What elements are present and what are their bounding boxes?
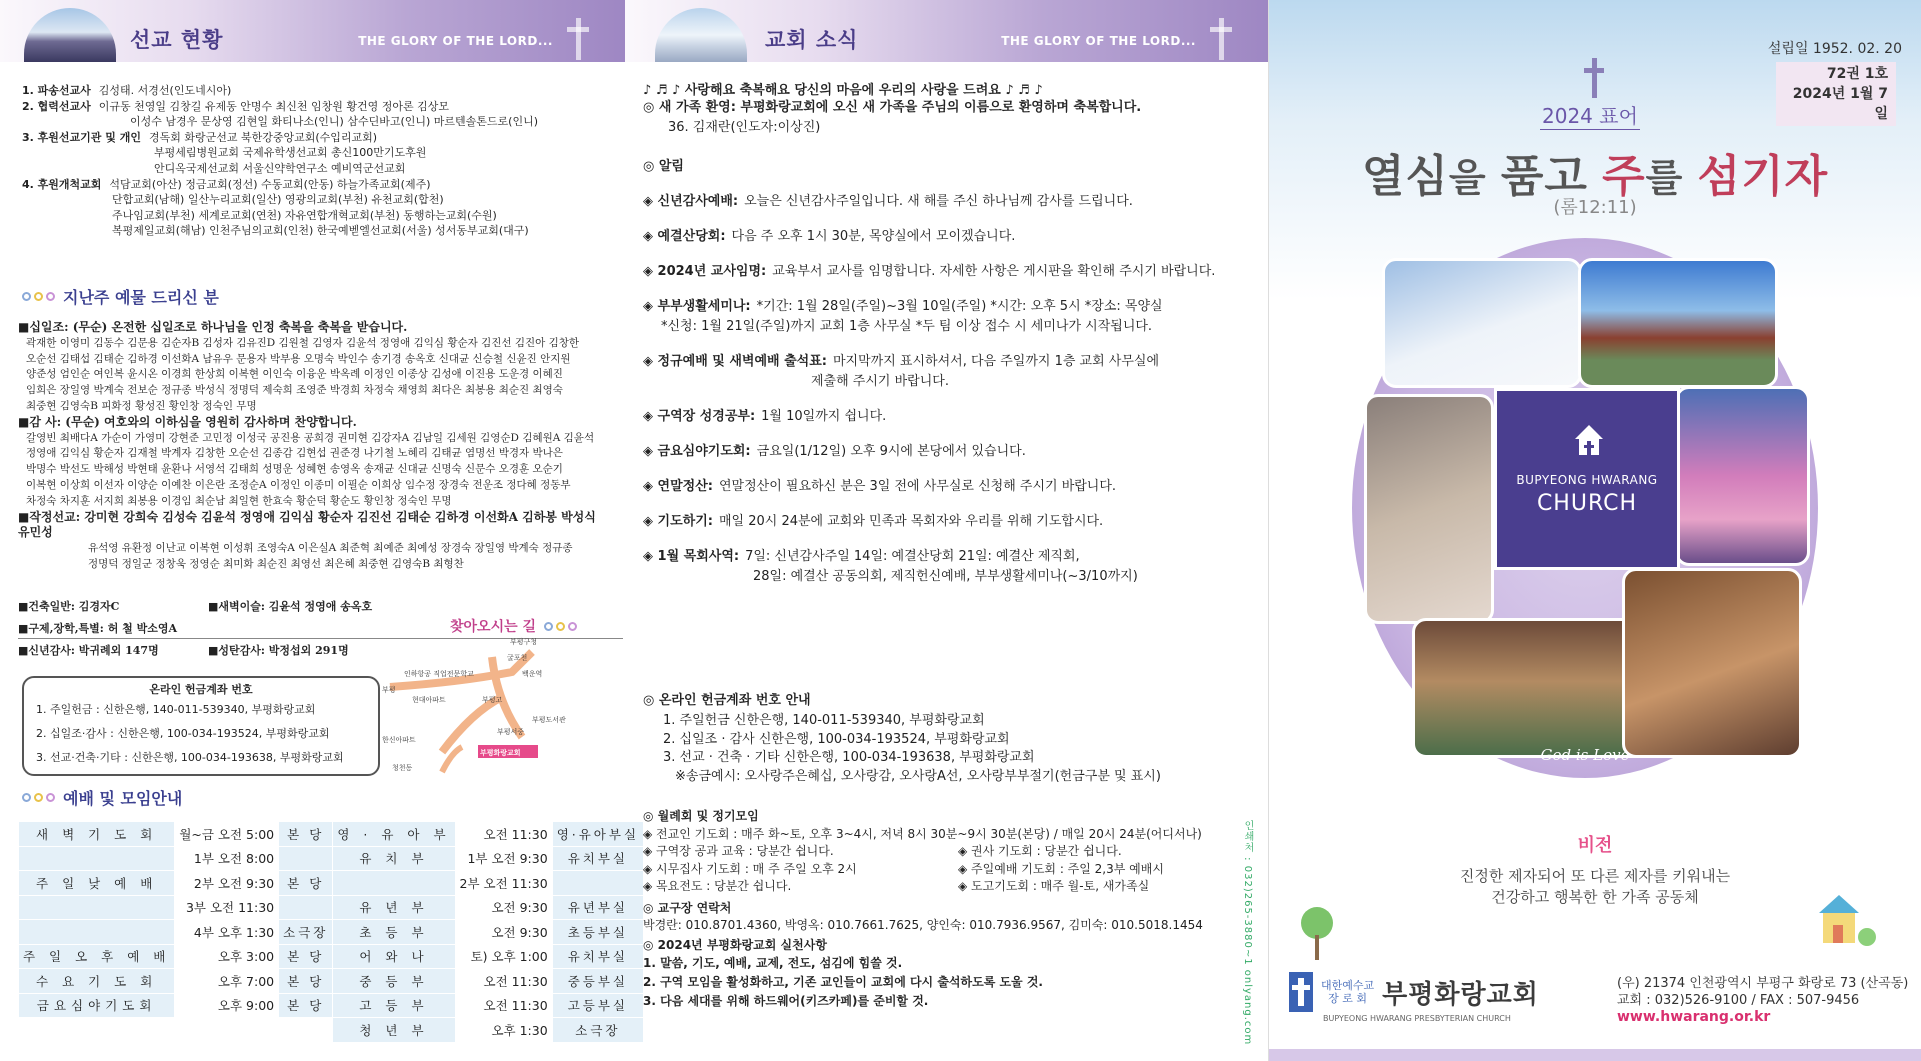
- church-badge: [1494, 388, 1680, 570]
- website-link[interactable]: www.hwarang.or.kr: [1617, 1009, 1771, 1025]
- notice-value: 연말정산이 필요하신 분은 3일 전에 사무실로 신청해 주시기 바랍니다.: [718, 479, 1117, 494]
- schedule-cell-k: 초 등 부: [333, 920, 455, 945]
- meeting-item: ◈ 목요전도 : 당분간 쉽니다.: [643, 879, 792, 893]
- map-label: 부평화랑교회: [480, 749, 521, 757]
- offering-category: ■작정선교: 강미현 강희숙 김성숙 김윤석 정영애 김익심 황순자 김진선 김태순 김하경 이선화A 김하봉 박성식 유민성: [18, 509, 596, 540]
- directions-title: 찾아오시는 길: [450, 616, 585, 636]
- tree-illustration: [1299, 905, 1335, 960]
- offering-section-title: [22, 285, 219, 308]
- bank-line: 2. 십일조 · 감사 신한은행, 100-034-193524, 부평화랑교회: [663, 731, 1010, 747]
- mission-text: 경독회 화랑군선교 북한강중앙교회(수입리교회): [148, 130, 378, 144]
- notice-key: ◈ 2024년 교사임명:: [643, 264, 767, 279]
- notice-item: [643, 408, 1255, 425]
- denomination: 대한예수교 장 로 회: [1321, 979, 1375, 1005]
- schedule-cell-k: 어 와 나: [333, 944, 455, 969]
- offering-names: 양준성 엄인순 여인복 윤시온 이경희 한상희 이복현 이인숙 이융운 박옥례 이정인 이종상 김성애 이진용 도운경 이혜진: [26, 368, 563, 381]
- map-label: 청천동: [392, 764, 413, 772]
- summary-b: ■새벽이슬: 김윤석 정영애 송옥호: [208, 600, 373, 613]
- church-name: 부평화랑교회: [1382, 979, 1539, 1010]
- schedule-cell-t: 오후 7:00: [175, 969, 279, 994]
- mission-text: 석담교회(아산) 정금교회(정선) 수동교회(안동) 하늘가족교회(제주): [109, 177, 431, 191]
- map-label: 부평구청: [510, 638, 538, 646]
- practice-item: 1. 말씀, 기도, 예배, 교제, 전도, 섬김에 힘쓸 것.: [643, 956, 903, 970]
- practice-item: 3. 다음 세대를 위해 하드웨어(키즈카페)를 준비할 것.: [643, 994, 929, 1008]
- contacts-line: 박경란: 010.8701.4360, 박영옥: 010.7661.7625, 양인숙: 010.7936.9567, 김미숙: 010.5018.1454: [643, 918, 1203, 932]
- church-logo: [1289, 972, 1539, 1023]
- schedule-cell-t: 오후 9:00: [175, 993, 279, 1018]
- schedule-cell-k: 영 · 유 아 부: [333, 822, 455, 847]
- schedule-cell-t: 오전 11:30: [455, 993, 552, 1018]
- address: (우) 21374 인천광역시 부평구 화랑로 73 (산곡동): [1617, 976, 1909, 991]
- offering-list: [18, 320, 608, 573]
- notice-item: [643, 513, 1255, 530]
- church-news-panel: [625, 0, 1268, 1061]
- notice-value-2: *신청: 1월 21일(주일)까지 교회 1층 사무실 *두 팀 이상 접수 시 세미나가 시작됩니다.: [661, 319, 1153, 334]
- schedule-cell-p: 유년부실: [552, 895, 643, 920]
- schedule-cell-k: [19, 846, 175, 871]
- schedule-cell-k: 유 년 부: [333, 895, 455, 920]
- schedule-cell-p: 본 당: [279, 822, 333, 847]
- notice-value: 금요일(1/12일) 오후 9시에 본당에서 있습니다.: [756, 444, 1026, 459]
- vision-text: 진정한 제자되어 또 다른 제자를 키워내는 건강하고 행복한 한 가족 공동체: [1459, 867, 1731, 906]
- map-label: 부평: [382, 686, 396, 694]
- offering-names: 유석영 유환정 이난교 이복현 이성휘 조영숙A 이은실A 최준혁 최예준 최예성 장경숙 장일영 박계숙 정규종: [88, 542, 573, 555]
- notice-value: 오늘은 신년감사주일입니다. 새 해를 주신 하나님께 감사를 드립니다.: [744, 194, 1133, 209]
- schedule-row: [19, 969, 644, 994]
- schedule-cell-p: 소극장: [279, 920, 333, 945]
- bank-box-title: 온라인 헌금계좌 번호: [149, 683, 253, 696]
- offering-names: 갈영빈 최배다A 가순이 가영미 강현준 고민정 이성국 공진용 공희경 권미현 김강자A 김남일 김세원 김영순D 김혜원A 김윤석: [26, 431, 595, 444]
- bank-accounts-box: [22, 676, 380, 776]
- bank-guide-title: ◎ 온라인 헌금계좌 번호 안내: [643, 693, 811, 708]
- schedule-cell-k: [19, 895, 175, 920]
- schedule-cell-p: 소극장: [552, 1018, 643, 1043]
- sunset-image: [24, 8, 116, 62]
- map-label: 인하항공 직업전문학교: [404, 670, 474, 678]
- mission-row: [22, 130, 612, 146]
- mission-row: [22, 161, 612, 177]
- meeting-row: [643, 843, 1255, 861]
- mission-row: [22, 83, 612, 99]
- mission-text: 이규동 천영일 김창길 유제동 안명수 최신천 임창원 황건영 정아론 김상모: [98, 99, 450, 113]
- cover-panel: [1268, 0, 1920, 1061]
- map-label: 현대아파트: [412, 696, 446, 704]
- cross-icon: [565, 18, 591, 60]
- phone: 교회 : 032)526-9100 / FAX : 507-9456: [1617, 993, 1860, 1008]
- notice-value: 매일 20시 24분에 교회와 민족과 목회자와 우리를 위해 기도합시다.: [718, 514, 1104, 529]
- offering-names: 임희은 장일영 박계숙 전보순 정규종 박성식 정명덕 제숙희 조영준 박경희 차정숙 채영희 최다은 최봉용 최순진 최영숙: [26, 384, 563, 397]
- snow-tree-image: [655, 8, 747, 62]
- volume-number: 72권 1호: [1826, 66, 1888, 82]
- issue-date: 2024년 1월 7일: [1792, 86, 1888, 122]
- schedule-cell-p: 영·유아부실: [552, 822, 643, 847]
- bank-item: 1. 주일헌금 : 신한은행, 140-011-539340, 부평화랑교회: [36, 703, 316, 716]
- notice-key: ◈ 1월 목회사역:: [643, 549, 740, 564]
- notice-value: *기간: 1월 28일(주일)~3월 10일(주일) *시간: 오후 5시 *장소: 목양실: [756, 299, 1163, 314]
- schedule-cell-t: 3부 오전 11:30: [175, 895, 279, 920]
- notice-key: ◈ 연말정산:: [643, 479, 713, 494]
- schedule-cell-p: 초등부실: [552, 920, 643, 945]
- meeting-row: [643, 861, 1255, 879]
- schedule-cell-p: 본 당: [279, 993, 333, 1018]
- issue-info: [1776, 62, 1896, 126]
- offering-names: 박명수 박선도 박해성 박현태 윤환나 서영석 김태희 성명운 성혜현 송영옥 송재균 신대균 신명숙 신문수 오경훈 오순기: [26, 463, 563, 476]
- schedule-cell-k: 수 요 기 도 회: [19, 969, 175, 994]
- schedule-cell-p: 중등부실: [552, 969, 643, 994]
- notice-key: ◈ 구역장 성경공부:: [643, 409, 756, 424]
- missions-panel: [0, 0, 640, 1061]
- schedule-cell-t: 오후 1:30: [455, 1018, 552, 1043]
- printer-info: 인쇄처 : 032)265-3880~1 onlyang.com: [1242, 820, 1253, 1046]
- schedule-row: [19, 871, 644, 896]
- schedule-row: [19, 944, 644, 969]
- church-name-english: BUPYEONG HWARANG PRESBYTERIAN CHURCH: [1323, 1014, 1511, 1023]
- schedule-cell-p: 유치부실: [552, 944, 643, 969]
- church-icon: [1573, 423, 1605, 457]
- practice-title: ◎ 2024년 부평화랑교회 실천사항: [643, 937, 827, 952]
- meetings-title: ◎ 월례회 및 정기모임: [643, 809, 759, 823]
- schedule-cell-k: [19, 920, 175, 945]
- bank-item: 2. 십일조·감사 : 신한은행, 100-034-193524, 부평화랑교회: [36, 727, 330, 740]
- contacts-title: ◎ 교구장 연락처: [643, 900, 732, 915]
- missions-list: [22, 83, 612, 239]
- house-illustration: [1809, 885, 1879, 955]
- schedule-cell-p: 고등부실: [552, 993, 643, 1018]
- schedule-cell-t: 오전 9:30: [455, 920, 552, 945]
- map-label: 굴포천: [507, 654, 528, 662]
- snow-photo: [1382, 258, 1582, 388]
- mission-text: 단합교회(남해) 일산누리교회(일산) 영광의교회(부천) 유천교회(합천): [112, 193, 444, 207]
- offering-title: 지난주 예물 드리신 분: [63, 288, 219, 307]
- schedule-cell-p: [279, 846, 333, 871]
- directions-map[interactable]: [382, 638, 612, 782]
- map-label: 부평고: [482, 696, 503, 704]
- nativity-play-photo: [1412, 618, 1652, 758]
- summary-a: ■구제,장학,특별: 허 철 박소영A: [18, 622, 178, 635]
- mission-row: [22, 145, 612, 161]
- schedule-cell-k: [333, 871, 455, 896]
- map-label: 백운역: [522, 670, 543, 678]
- contact-info: [1617, 975, 1908, 1026]
- dots-icon: [22, 292, 55, 301]
- schedule-cell-p: [279, 1018, 333, 1043]
- offering-names: 곽재한 이영미 김동수 김문용 김순자B 김성자 김유진D 김원철 김영자 김윤석 정영애 김익심 황순자 김진선 김진아 김창한: [26, 336, 580, 349]
- notice-key: ◈ 기도하기:: [643, 514, 713, 529]
- mission-label: 3. 후원선교기관 및 개인: [22, 130, 141, 144]
- schedule-row: [19, 895, 644, 920]
- bank-item: 3. 선교·건축·기타 : 신한은행, 100-034-193638, 부평화랑교회: [36, 751, 344, 764]
- schedule-cell-t: 토) 오후 1:00: [455, 944, 552, 969]
- schedule-cell-p: 본 당: [279, 944, 333, 969]
- schedule-cell-k: 청 년 부: [333, 1018, 455, 1043]
- map-label: 부평서중: [497, 728, 525, 736]
- schedule-cell-t: 1부 오전 9:30: [455, 846, 552, 871]
- summary-b: ■성탄감사: 박정섭외 291명: [208, 644, 349, 657]
- summary-a: ■신년감사: 박귀례외 147명: [18, 644, 159, 657]
- schedule-cell-k: 고 등 부: [333, 993, 455, 1018]
- notice-value: 마지막까지 표시하셔서, 다음 주일까지 1층 교회 사무실에: [833, 354, 1160, 369]
- summary-a: ■건축일반: 김경자C: [18, 600, 120, 613]
- meeting-item: ◈ 주일예배 기도회 : 주일 2,3부 예배시: [958, 861, 1164, 876]
- god-is-love-text: God is Love: [1540, 746, 1630, 764]
- dots-icon: [22, 793, 55, 802]
- news-header: [625, 0, 1268, 62]
- logo-cross-icon: [1289, 972, 1313, 1012]
- worship-child-photo: [1364, 394, 1494, 624]
- map-label: 부평도서관: [532, 716, 566, 724]
- schedule-cell-k: 금요심야기도회: [19, 993, 175, 1018]
- mission-row: [22, 177, 612, 193]
- notice-item: [643, 548, 1255, 585]
- mission-label: 4. 후원개척교회: [22, 177, 102, 191]
- offering-names: 오순선 김태섭 김태순 김하경 이선화A 남유우 문용자 박부용 오명숙 박인수 송기경 송옥호 신대균 신승철 신윤진 안지원: [26, 352, 571, 365]
- schedule-section-title: 예배 및 모임안내: [22, 786, 182, 809]
- schedule-cell-t: 4부 오후 1:30: [175, 920, 279, 945]
- offering-summary-row: [18, 596, 608, 618]
- schedule-row: [19, 846, 644, 871]
- schedule-cell-t: 월~금 오전 5:00: [175, 822, 279, 847]
- schedule-cell-t: 오후 3:00: [175, 944, 279, 969]
- schedule-cell-t: 오전 9:30: [455, 895, 552, 920]
- meeting-row: [643, 878, 1255, 896]
- schedule-cell-k: 중 등 부: [333, 969, 455, 994]
- notice-key: ◈ 금요심야기도회:: [643, 444, 751, 459]
- schedule-row: [19, 1018, 644, 1043]
- schedule-row: [19, 920, 644, 945]
- mission-row: [22, 208, 612, 224]
- schedule-cell-t: 오전 11:30: [455, 969, 552, 994]
- notice-value-2: 28일: 예결산 공동의회, 제직헌신예배, 부부생활세미나(~3/10까지): [753, 569, 1138, 584]
- new-family-item: 36. 김재란(인도자:이상진): [668, 120, 821, 135]
- mission-label: 1. 파송선교사: [22, 84, 91, 97]
- notice-value: 교육부서 교사를 임명합니다. 자세한 사항은 게시판을 확인해 주시기 바랍니다.: [772, 264, 1216, 279]
- meeting-item: ◈ 구역장 공과 교육 : 당분간 쉽니다.: [643, 844, 834, 858]
- year-motto-label: 2024 표어: [1540, 100, 1640, 130]
- schedule-cell-t: 2부 오전 11:30: [455, 871, 552, 896]
- bank-line: ※송금예시: 오사랑주은혜십, 오사랑감, 오사랑A선, 오사랑부부절기(헌금구분 및 표시): [675, 768, 1161, 784]
- mission-text: 주나임교회(부천) 세계로교회(연천) 자유연합개혁교회(부천) 동행하는교회(수원): [112, 208, 497, 222]
- mission-text: 이성수 남경우 문상영 김현일 화티나소(인니) 삼수딘바고(인니) 마르텐솔톤드로(인니): [130, 115, 539, 129]
- bank-line: 3. 선교 · 건축 · 기타 신한은행, 100-034-193638, 부평화랑교회: [663, 750, 1035, 765]
- notice-key: ◈ 부부생활세미나:: [643, 299, 751, 314]
- church-label: CHURCH: [1536, 491, 1638, 516]
- notice-key: ◈ 신년감사예배:: [643, 194, 739, 209]
- church-name-en: BUPYEONG HWARANG: [1516, 473, 1658, 487]
- schedule-cell-k: 유 치 부: [333, 846, 455, 871]
- schedule-cell-p: 본 당: [279, 871, 333, 896]
- mission-row: [22, 99, 612, 115]
- notice-value: 다음 주 오후 1시 30분, 목양실에서 모이겠습니다.: [731, 229, 1016, 244]
- bible-verse: (롬12:11): [1553, 197, 1637, 218]
- welcome-line: ◎ 새 가족 환영: 부평화랑교회에 오신 새 가족을 주님의 이름으로 환영하며 축복합니다.: [643, 100, 1142, 115]
- cross-sunset-photo: [1675, 386, 1810, 566]
- bottom-bar: [1269, 1049, 1921, 1061]
- practice-item: 2. 구역 모임을 활성화하고, 기존 교인들이 교회에 다시 출석하도록 도울 것.: [643, 975, 1043, 989]
- meeting-item: ◈ 도고기도회 : 매주 월-토, 새가족실: [958, 879, 1150, 893]
- mission-text: 안디옥국제선교회 서울신약학연구소 예비역군선교회: [154, 161, 406, 175]
- offering-category: ■감 사: (무순) 여호와의 이하심을 영원히 감사하며 찬양합니다.: [18, 414, 357, 429]
- notice-item: [643, 353, 1255, 390]
- cross-icon: [1208, 18, 1234, 60]
- map-label: 한신아파트: [382, 736, 416, 744]
- notice-item: [643, 478, 1255, 495]
- mission-label: 2. 협력선교사: [22, 99, 91, 113]
- schedule-cell-p: [279, 895, 333, 920]
- notice-list: [643, 193, 1255, 585]
- notice-title: ◎ 알림: [643, 159, 684, 174]
- schedule-row: [19, 993, 644, 1018]
- worship-schedule-table: [18, 821, 644, 1043]
- schedule-row: [19, 822, 644, 847]
- schedule-cell-p: 본 당: [279, 969, 333, 994]
- schedule-cell-t: 오전 11:30: [455, 822, 552, 847]
- schedule-cell-k: 주 일 오 후 예 배: [19, 944, 175, 969]
- notice-key: ◈ 정규예배 및 새벽예배 출석표:: [643, 354, 827, 369]
- offering-names: 이복현 이상희 이선자 이양순 이예찬 이은란 조정순A 이정인 이종미 이필순 이희상 임수정 장경숙 전운조 정다혜 정동부: [26, 478, 571, 491]
- notice-item: [643, 228, 1255, 245]
- offering-names: 정명덕 정일군 정창욱 정영순 최미화 최순진 최영선 최은혜 최중현 김영숙B 최형찬: [88, 557, 464, 570]
- schedule-cell-k: 새 벽 기 도 회: [19, 822, 175, 847]
- notice-item: [643, 263, 1255, 280]
- offering-category: ■십일조: (무순) 온전한 십일조로 하나님을 인정 축복을 축복을 받습니다.: [18, 320, 408, 334]
- vision-title: 비전: [1577, 835, 1613, 856]
- notice-value: 1월 10일까지 쉽니다.: [761, 409, 887, 424]
- news-content: [643, 82, 1255, 585]
- meeting-item: ◈ 전교인 기도회 : 매주 화~토, 오후 3~4시, 저녁 8시 30분~9시 30분(본당) / 매일 20시 24분(어디서나): [643, 826, 1202, 841]
- notice-key: ◈ 예결산당회:: [643, 229, 726, 244]
- header-tagline: THE GLORY OF THE LORD...: [358, 34, 553, 48]
- meeting-item: ◈ 시무집사 기도회 : 매 주 주일 오후 2시: [643, 861, 857, 876]
- meetings-section: [643, 808, 1255, 1011]
- bank-guide: [643, 692, 1255, 786]
- photo-collage: [1352, 238, 1818, 778]
- schedule-cell-k: 주 일 낮 예 배: [19, 871, 175, 896]
- mission-text: 복평제일교회(해남) 인천주님의교회(인천) 한국예벧엘선교회(서울) 성서동부교회(대구): [112, 224, 529, 238]
- mission-text: 김성태. 서경선(인도네시아): [98, 84, 232, 97]
- notice-value: 7일: 신년감사주일 14일: 예결산당회 21일: 예결산 제직회,: [745, 549, 1080, 564]
- notice-value-2: 제출해 주시기 바랍니다.: [811, 374, 949, 389]
- notice-item: [643, 193, 1255, 210]
- mission-row: [22, 114, 612, 130]
- mission-row: [22, 192, 612, 208]
- schedule-cell-p: 유치부실: [552, 846, 643, 871]
- dots-icon: [544, 622, 577, 631]
- schedule-cell-k: [19, 1018, 175, 1043]
- schedule-cell-t: 2부 오전 9:30: [175, 871, 279, 896]
- missions-title: 선교 현황: [130, 28, 224, 52]
- notice-item: [643, 443, 1255, 460]
- established-date: 설립일 1952. 02. 20: [1767, 41, 1902, 57]
- church-building-photo: [1578, 258, 1778, 388]
- notice-item: [643, 298, 1255, 335]
- offering-names: 최중현 김영숙B 피화정 황성진 황인창 정숙인 무명: [26, 399, 257, 412]
- cross-statue-icon: [1584, 58, 1604, 98]
- mission-text: 부평세림병원교회 국제유학생선교회 총신100만기도후원: [154, 146, 427, 160]
- meeting-item: ◈ 권사 기도회 : 당분간 쉽니다.: [958, 844, 1122, 858]
- news-title: 교회 소식: [765, 28, 859, 52]
- offering-names: 정영애 김익심 황순자 김재철 박계자 김창한 오순선 김종감 김현섭 권준경 나기철 노혜리 김태균 염명선 박경자 박나은: [26, 447, 563, 460]
- baptism-photo: [1622, 568, 1802, 758]
- header-tagline: THE GLORY OF THE LORD...: [1001, 34, 1196, 48]
- mission-row: [22, 223, 612, 239]
- bank-line: 1. 주일헌금 신한은행, 140-011-539340, 부평화랑교회: [663, 713, 985, 728]
- missions-header: [0, 0, 625, 62]
- offering-names: 차정숙 차지훈 서지희 최봉용 이경임 최순남 최일현 한효숙 황순덕 황순도 황인창 정숙인 무명: [26, 494, 452, 507]
- schedule-cell-t: 1부 오전 8:00: [175, 846, 279, 871]
- year-motto: 열심을 품고 주를 섬기자: [1361, 151, 1829, 202]
- schedule-cell-t: [175, 1018, 279, 1043]
- song-line: ♪ ♬ ♪ 사랑해요 축복해요 당신의 마음에 우리의 사랑을 드려요 ♪ ♬ ♪: [643, 83, 1043, 98]
